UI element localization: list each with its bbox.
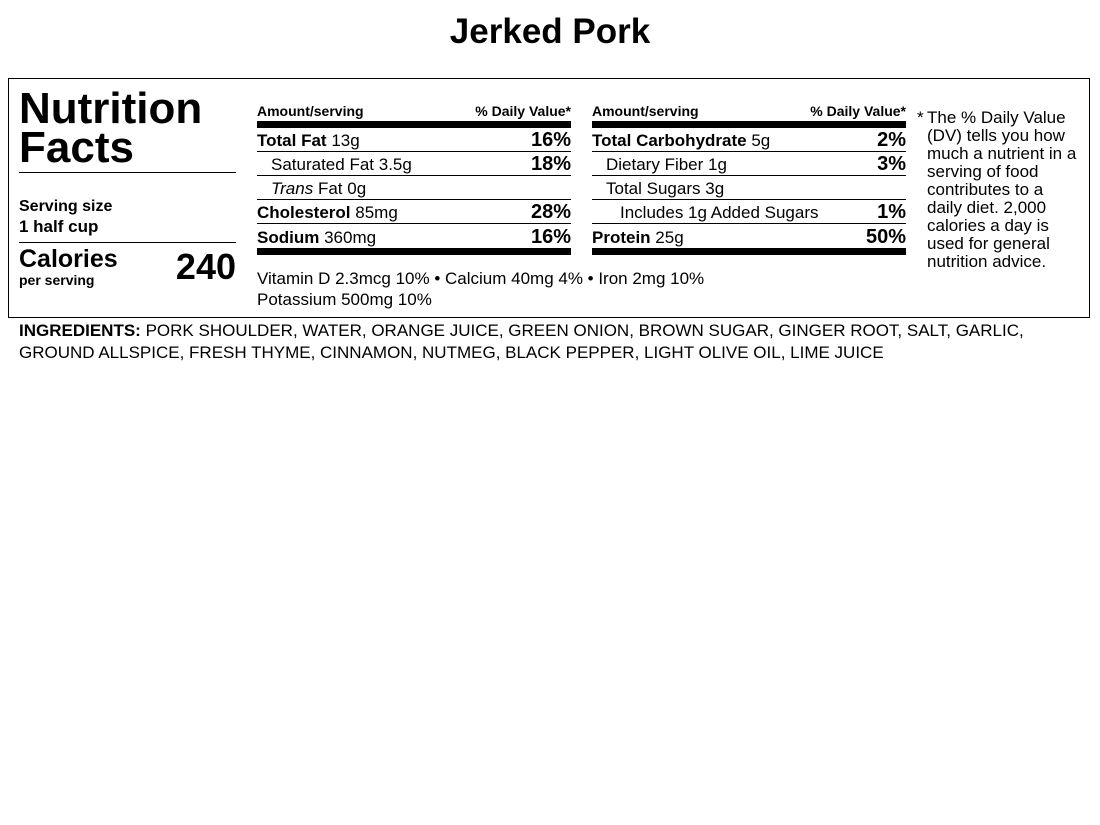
page-title: Jerked Pork [449,12,651,51]
serving-size-value: 1 half cup [19,217,99,236]
thick-rule [257,121,571,128]
calories-per-serving-label: per serving [19,272,95,288]
nutrient-row-cholesterol: Cholesterol 85mg 28% [257,201,571,223]
thick-rule [592,248,906,255]
serving-divider [19,242,236,243]
nutrient-column-left [257,99,571,255]
nutrient-row-total-carbohydrate: Total Carbohydrate 5g 2% [592,129,906,151]
ingredients-list [19,320,1079,364]
calories-label: Calories [19,245,118,273]
serving-size-label: Serving size [19,198,113,215]
nutrient-row-sodium: Sodium 360mg 16% [257,226,571,248]
heading-divider [19,172,236,173]
daily-value-footnote: The % Daily Value (DV) tells you how much a nutrient in a serving of food contributes to a daily diet. 2,000 calories a day is used for general nutrition advice. [927,108,1077,271]
calories-value: 240 [175,246,236,287]
nutrient-row-protein: Protein 25g 50% [592,226,906,248]
ingredients-text: PORK SHOULDER, WATER, ORANGE JUICE, GREEN ONION, BROWN SUGAR, GINGER ROOT, SALT, GARLIC, GROUND ALLSPICE, FRESH THYME, CINNAMON, NUTMEG, BLACK PEPPER, LIGHT OLIVE OIL, LIME JUICE [19,321,1024,362]
column-header: Amount/serving % Daily Value* [592,103,906,119]
nutrient-row-trans-fat: Trans Fat 0g [257,176,571,200]
vitamins-minerals: Vitamin D 2.3mcg 10% • Calcium 40mg 4% • Iron 2mg 10% Potassium 500mg 10% [257,269,705,309]
nutrient-row-total-sugars: Total Sugars 3g [592,176,906,200]
thick-rule [257,248,571,255]
nutrient-row-dietary-fiber: Dietary Fiber 1g 3% [592,152,906,176]
nutrient-column-right [592,99,906,255]
nutrient-row-added-sugars: Includes 1g Added Sugars 1% [592,200,906,224]
column-header: Amount/serving % Daily Value* [257,103,571,119]
thick-rule [592,121,906,128]
nutrient-row-saturated-fat: Saturated Fat 3.5g 18% [257,152,571,176]
nutrient-row-total-fat: Total Fat 13g 16% [257,129,571,151]
nutrition-facts-heading: Nutrition Facts [19,84,203,172]
nutrition-facts-panel [8,78,1090,318]
ingredients-label: INGREDIENTS: [19,321,141,340]
footnote-marker: * [917,108,924,127]
